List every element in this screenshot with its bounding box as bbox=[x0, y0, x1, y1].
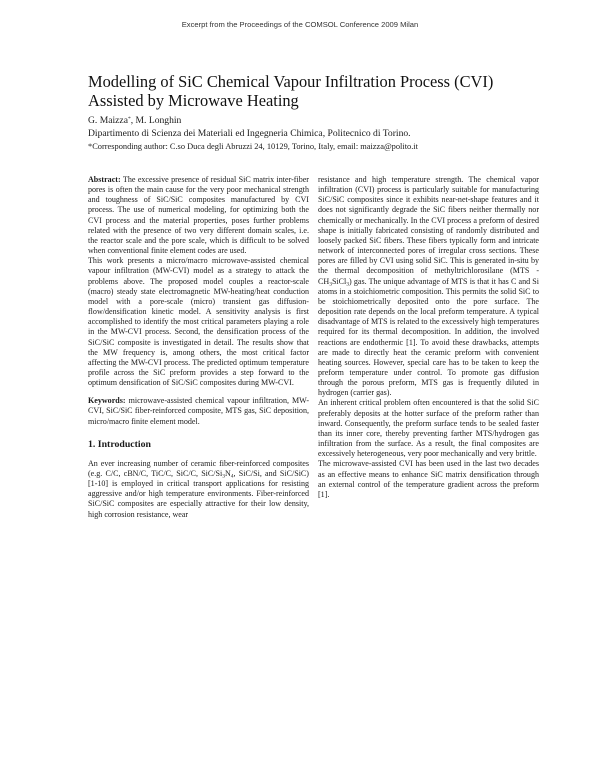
left-column bbox=[88, 175, 309, 520]
author-line bbox=[88, 115, 181, 127]
abstract-text: The excessive presence of residual SiC matrix inter-fiber pores is often the main cause for the very poor mechanical strength and toughness of SiC/SiC composites manufactured by CVI process. The use of numerical modeling, for optimizing both the CVI process and the material properties, poses further problems related with the presence of two very different domain scales, i.e. the reactor scale and the pore scale, which is difficult to be solved when conventional finite element codes are used. bbox=[88, 175, 309, 256]
author-rest: , M. Longhin bbox=[130, 115, 182, 126]
keywords-paragraph bbox=[88, 396, 309, 426]
introduction-paragraph: An ever increasing number of ceramic fiber-reinforced composites (e.g. C/C, cBN/C, TiC/C, SiC/C, SiC/$Si_3N_4$, SiC/Si, and SiC/SiC) [1-10] is employed in critical transport applications for resisting aggressive and/or high temperature environments. Fiber-reinforced SiC/SiC composites are especially attractive for their low density, high corrosion resistance, wear bbox=[88, 458, 309, 519]
section-heading-introduction: 1. Introduction bbox=[88, 438, 151, 450]
body-paragraph-2: An inherent critical problem often encountered is that the solid SiC preferably deposits at the hotter surface of the preform rather than inward. Consequently, the preform surface tends to be sealed faster than its inner core, thereby preventing farther MTS/hydrogen gas infiltration from the surface. As a result, the final composites are excessively heterogeneous, very poor mechanically and very brittle. bbox=[318, 398, 539, 459]
abstract-paragraph-2: This work presents a micro/macro microwave-assisted chemical vapour infiltration (MW-CVI) model as a strategy to attack the problems above. The proposed model couples a reactor-scale (macro) steady state electromagnetic MW-heating/heat conduction model with a pore-scale (micro) transient gas diffusion-flow/densification kinetic model. A sensitivity analysis is first accomplished to identify the most critical parameters playing a role in the MW-CVI process. Second, the densification process of the SiC/SiC composite is investigated in detail. The results show that the MW frequency is, among others, the most critical factor affecting the MW-CVI process. The predicted optimum temperature profile across the SiC preform provides a step forward to the optimum densification of SiC/SiC composites during MW-CVI. bbox=[88, 256, 309, 388]
author-first: G. Maizza bbox=[88, 115, 128, 126]
affiliation: Dipartimento di Scienza dei Materiali ed Ingegneria Chimica, Politecnico di Torino. bbox=[88, 128, 411, 139]
body-paragraph-1: resistance and high temperature strength. The chemical vapor infiltration (CVI) process is particularly suitable for manufacturing SiC/SiC composites since it exhibits near-net-shape features and it does not significantly degrade the SiC fibers neither thermally nor chemically or mechanically. In the CVI process a preform of desired shape is initially fabricated consisting of randomly distributed and loosely packed SiC fibers. These fibers typically form and intricate network of interconnected pores of irregular cross sections. These pores are filled by CVI using solid SiC. This is generated in-situ by the thermal decomposition of methyltrichlorosilane $(MTS - CH_3SiCl_3)$ gas. The unique advantage of MTS is that it has C and Si atoms in a stoichiometric composition. This permits the solid SiC to be stoichiometrically deposited onto the pore surface. The deposition rate depends on the local preform temperature. A typical disadvantage of MTS is related to the excessively high temperatures required for its thermal decomposition. In addition, the involved reactions are endothermic [1]. To avoid these drawbacks, attempts are made to directly heat the ceramic preform with convenient heating sources. However, special care has to be taken to keep the preform temperature under control. To promote gas diffusion through the porous preform, MTS gas is frequently diluted in hydrogen (carrier gas). bbox=[318, 175, 539, 398]
abstract-label: Abstract: bbox=[88, 175, 121, 184]
corresponding-mark: * bbox=[127, 116, 131, 122]
conference-header: Excerpt from the Proceedings of the COMSOL Conference 2009 Milan bbox=[181, 20, 419, 29]
abstract-paragraph bbox=[88, 175, 309, 256]
corresponding-author: *Corresponding author: C.so Duca degli Abruzzi 24, 10129, Torino, Italy, email: maizza@polito.it bbox=[88, 142, 418, 151]
keywords-label: Keywords: bbox=[88, 396, 126, 406]
paper-title: Modelling of SiC Chemical Vapour Infiltration Process (CVI) Assisted by Microwave Heating bbox=[88, 72, 494, 110]
body-paragraph-3: The microwave-assisted CVI has been used in the last two decades as an effective means to enhance SiC matrix densification through an external control of the temperature gradient across the preform [1]. bbox=[318, 459, 539, 499]
right-column bbox=[318, 175, 539, 500]
keywords-text: microwave-assisted chemical vapour infiltration, MW-CVI, SiC/SiC fiber-reinforced composite, MTS gas, SiC deposition, micro/macro finite element model. bbox=[88, 396, 310, 426]
